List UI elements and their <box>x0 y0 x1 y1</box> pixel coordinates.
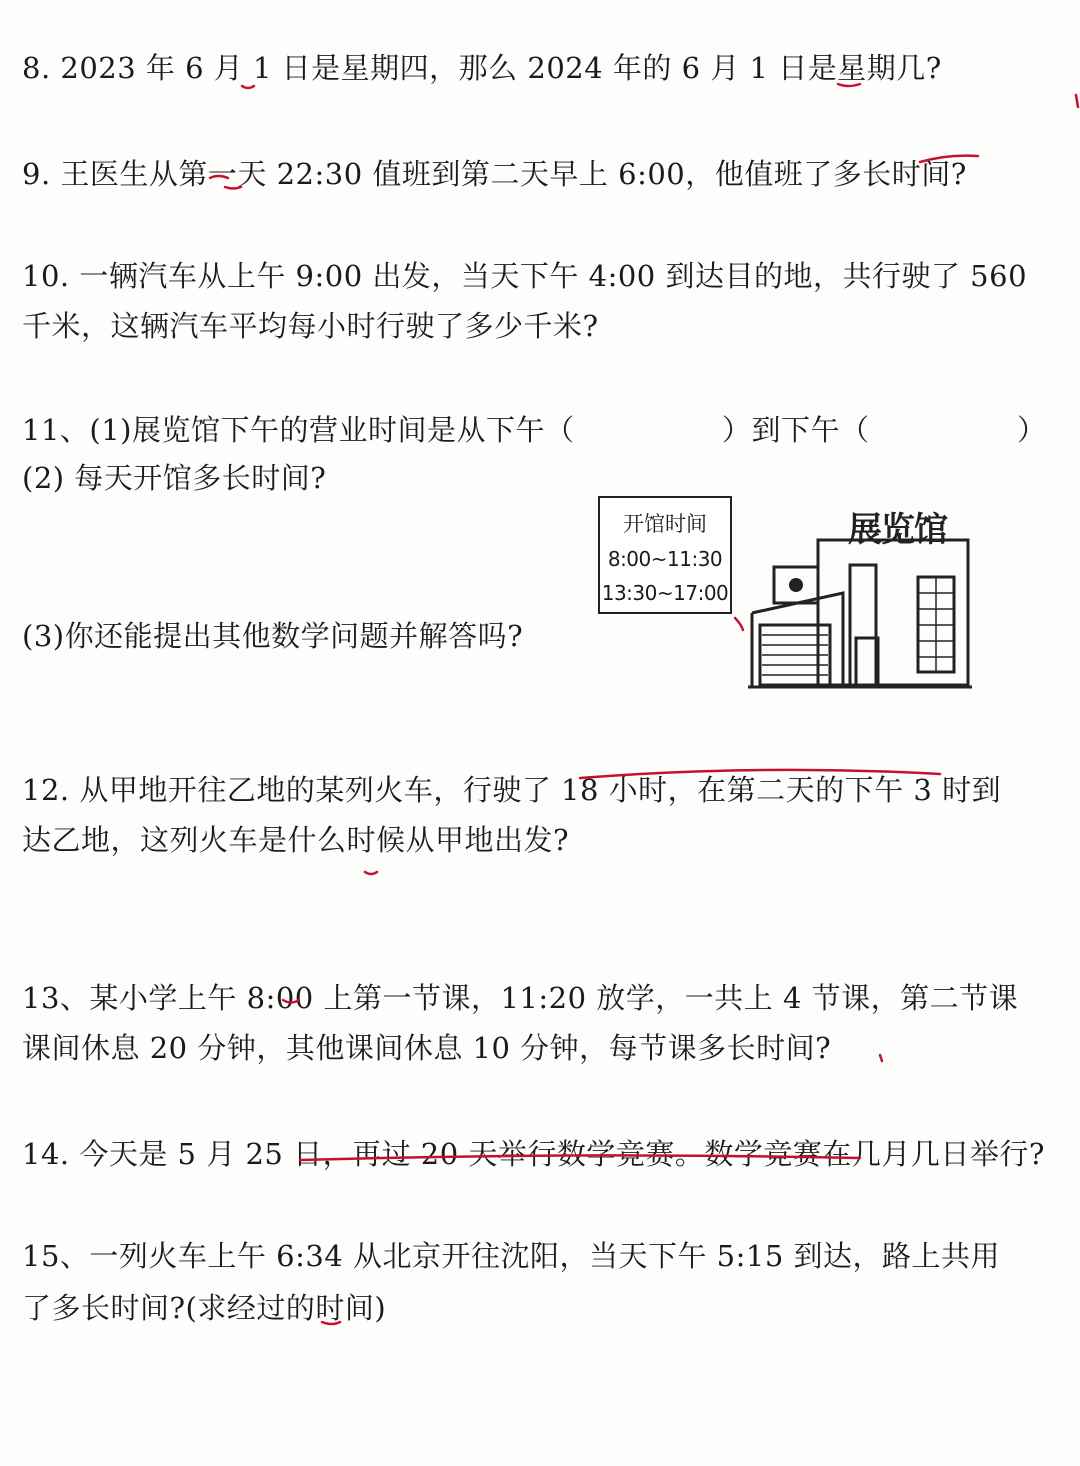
hall-round-window <box>789 578 803 592</box>
question-13-line-2: 课间休息 20 分钟，其他课间休息 10 分钟，每节课多长时间? <box>22 1031 832 1065</box>
question-10-line-2: 千米，这辆汽车平均每小时行驶了多少千米? <box>22 309 599 343</box>
hall-main-block <box>818 540 968 685</box>
question-14: 14. 今天是 5 月 25 日，再过 20 天举行数学竞赛。数学竞赛在几月几日举行? <box>22 1137 1045 1171</box>
opening-hours-sign <box>598 496 732 614</box>
question-11-part-3: (3)你还能提出其他数学问题并解答吗? <box>22 619 524 653</box>
question-9: 9. 王医生从第一天 22:30 值班到第二天早上 6:00，他值班了多长时间? <box>22 157 967 191</box>
question-15-line-2: 了多长时间?(求经过的时间) <box>22 1291 387 1325</box>
hall-tall-panel <box>850 565 876 685</box>
question-8: 8. 2023 年 6 月 1 日是星期四，那么 2024 年的 6 月 1 日是星期几? <box>22 51 942 85</box>
question-11-part-1: 11、(1)展览馆下午的营业时间是从下午（ ）到下午（ ） <box>22 413 1047 447</box>
question-12-line-1: 12. 从甲地开往乙地的某列火车，行驶了 18 小时，在第二天的下午 3 时到 <box>22 773 1002 807</box>
question-12-line-2: 达乙地，这列火车是什么时候从甲地出发? <box>22 823 570 857</box>
question-15-line-1: 15、一列火车上午 6:34 从北京开往沈阳，当天下午 5:15 到达，路上共用 <box>22 1239 1001 1273</box>
question-10-line-1: 10. 一辆汽车从上午 9:00 出发，当天下午 4:00 到达目的地，共行驶了 560 <box>22 259 1028 293</box>
building-label: 展览馆 <box>848 510 947 550</box>
question-13-line-1: 13、某小学上午 8:00 上第一节课，11:20 放学，一共上 4 节课，第二节课 <box>22 981 1019 1015</box>
sign-title: 开馆时间 <box>623 512 707 536</box>
question-11-part-2: (2) 每天开馆多长时间? <box>22 461 327 495</box>
sign-hours-afternoon: 13:30~17:00 <box>601 581 729 605</box>
sign-hours-morning: 8:00~11:30 <box>607 547 723 571</box>
